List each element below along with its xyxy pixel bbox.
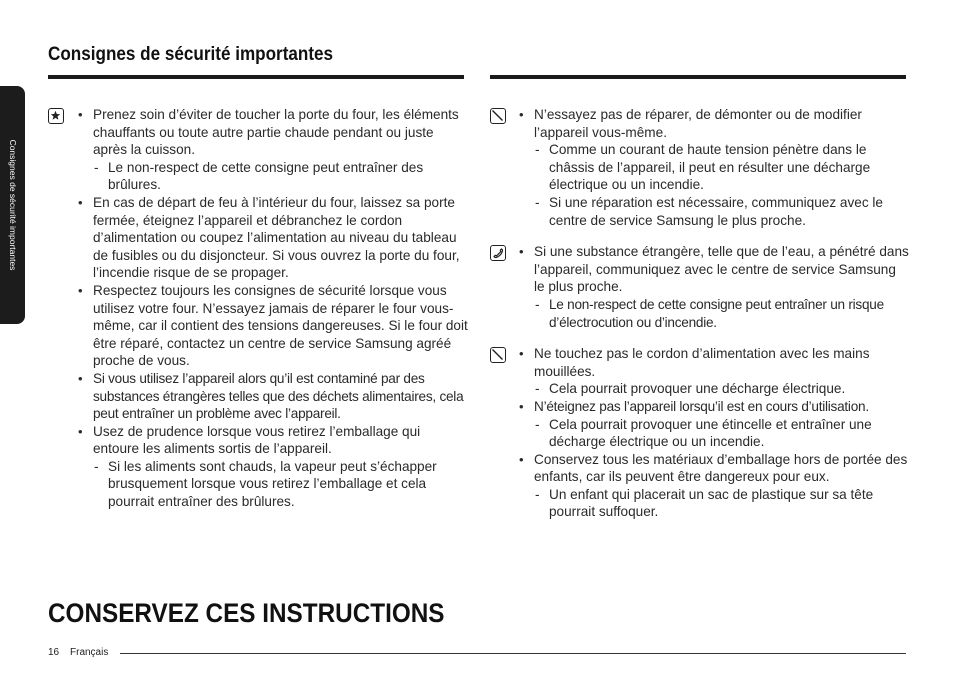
page-language: Français [70, 647, 109, 658]
right-header-rule [490, 75, 906, 79]
prohibited-group-2 [490, 345, 910, 521]
side-tab-label: Consignes de sécurité importantes [7, 139, 18, 271]
call-service-icon [490, 245, 506, 261]
star-warning-icon [48, 108, 64, 124]
list-item: • Si une substance étrangère, telle que de l’eau, a pénétré dans l’appareil, communiquez avec le centre de service Samsung le plus proche. - Le non-respect de cette consigne peut entraîner un risque d’électrocution ou d’incendie. [519, 243, 910, 331]
list-item: • Conservez tous les matériaux d’emballage hors de portée des enfants, car ils peuvent être dangereux pour eux. - Un enfant qui placerait un sac de plastique sur sa tête pourrait suffoquer. [519, 451, 910, 521]
left-column [48, 106, 468, 511]
list-item: • N’éteignez pas l’appareil lorsqu’il est en cours d’utilisation. - Cela pourrait provoquer une étincelle et entraîner une décharge électrique ou un incendie. [519, 398, 910, 451]
warning-group [48, 106, 468, 511]
sub-item: - Cela pourrait provoquer une étincelle et entraîner une décharge électrique ou un incendie. [534, 416, 910, 451]
section-title: Consignes de sécurité importantes [48, 44, 334, 65]
sub-item: - Comme un courant de haute tension pénètre dans le châssis de l’appareil, il peut en résulter une décharge électrique ou un incendie. [534, 141, 910, 194]
side-tab [0, 86, 25, 324]
sub-item: - Si une réparation est nécessaire, communiquez avec le centre de service Samsung le plus proche. [534, 194, 910, 229]
list-item: • N’essayez pas de réparer, de démonter ou de modifier l’appareil vous-même. - Comme un courant de haute tension pénètre dans le châssis de l’appareil, il peut en résulter une décharge électrique ou un incendie. - Si une réparation est nécessaire, communiquez avec le centre de service Samsung le plus proche. [519, 106, 910, 229]
page-number: 16 [48, 647, 60, 658]
left-bullet-list [78, 106, 468, 511]
prohibited-group [490, 106, 910, 229]
list-item: • Usez de prudence lorsque vous retirez l’emballage qui entoure les aliments sortis de l’appareil. - Si les aliments sont chauds, la vapeur peut s’échapper brusquement lorsque vous retirez l’emballage et cela pourrait entraîner des brûlures. [78, 423, 468, 511]
list-item: • Respectez toujours les consignes de sécurité lorsque vous utilisez votre four. N’essayez jamais de réparer le four vous-même, car il contient des tensions dangereuses. Si le four doit être réparé, contactez un centre de service Samsung agréé proche de vous. [78, 282, 468, 370]
sub-item: - Cela pourrait provoquer une décharge électrique. [534, 380, 910, 398]
prohibited-icon [490, 108, 506, 124]
sub-item: - Si les aliments sont chauds, la vapeur peut s’échapper brusquement lorsque vous retirez l’emballage et cela pourrait entraîner des brûlures. [93, 458, 468, 511]
left-header-rule [48, 75, 464, 79]
sub-item: - Le non-respect de cette consigne peut entraîner des brûlures. [93, 159, 468, 194]
sub-item: - Le non-respect de cette consigne peut entraîner un risque d’électrocution ou d’incendie. [534, 296, 910, 331]
list-item: • Prenez soin d’éviter de toucher la porte du four, les éléments chauffants ou toute autre partie chaude pendant ou juste après la cuisson. - Le non-respect de cette consigne peut entraîner des brûlures. [78, 106, 468, 194]
right-bullet-list-1 [519, 106, 910, 229]
sub-item: - Un enfant qui placerait un sac de plastique sur sa tête pourrait suffoquer. [534, 486, 910, 521]
footer-rule [120, 653, 906, 654]
list-item: • En cas de départ de feu à l’intérieur du four, laissez sa porte fermée, éteignez l’appareil et débranchez le cordon d’alimentation ou coupez l’alimentation au niveau du tableau de fusibles ou du disjoncteur. Si vous ouvrez la porte du four, l’incendie risque de se propager. [78, 194, 468, 282]
list-item: • Si vous utilisez l’appareil alors qu’il est contaminé par des substances étrangères telles que des déchets alimentaires, cela peut entraîner un problème avec l’appareil. [78, 370, 468, 423]
main-title: CONSERVEZ CES INSTRUCTIONS [48, 598, 445, 628]
list-item: • Ne touchez pas le cordon d’alimentation avec les mains mouillées. - Cela pourrait provoquer une décharge électrique. [519, 345, 910, 398]
right-column [490, 106, 910, 521]
prohibited-icon [490, 347, 506, 363]
right-bullet-list-3 [519, 345, 910, 521]
service-group [490, 243, 910, 331]
right-bullet-list-2 [519, 243, 910, 331]
